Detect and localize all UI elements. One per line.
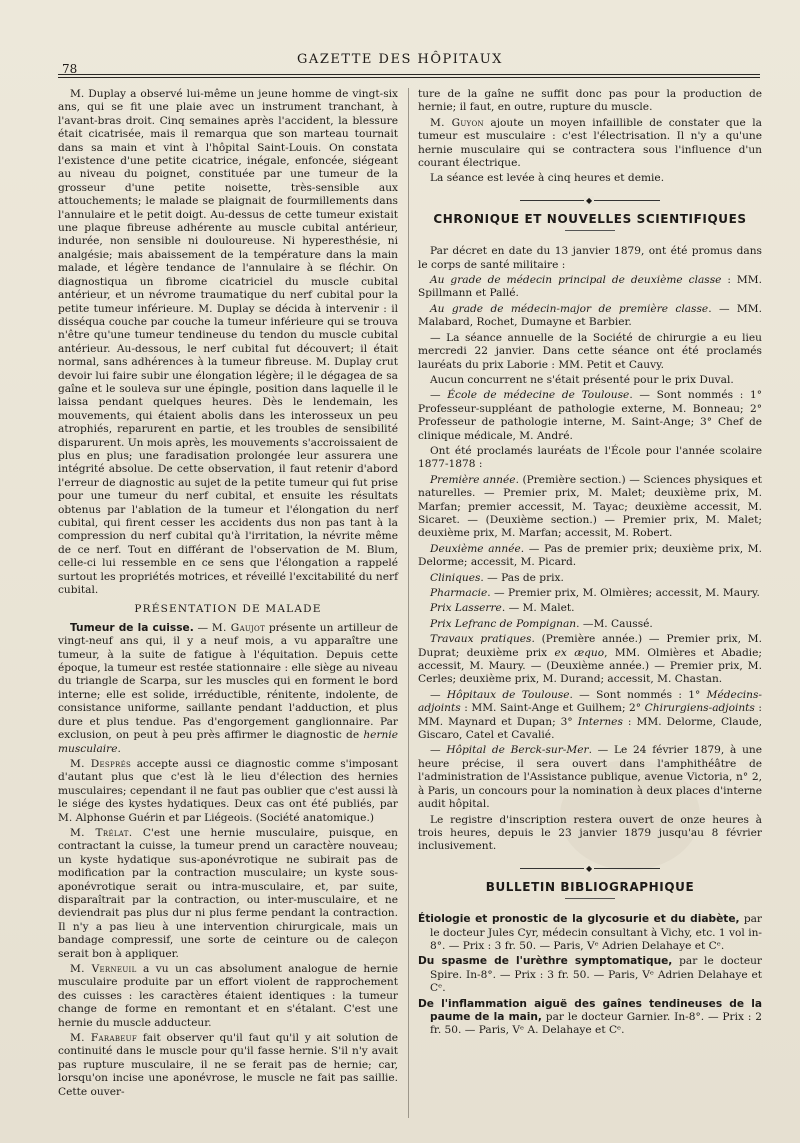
paragraph-text: fait observer qu'il faut qu'il y ait solution de continuité dans le muscle pour qu'il fasse hernie. S'il n'y avait pas rupture musculaire, il ne se ferait pas de hernie; car, lorsqu'on incise une aponévrose, le muscle ne fait pas saillie. Cette ouver- — [58, 1032, 398, 1098]
paragraph: Par décret en date du 13 janvier 1879, ont été promus dans le corps de santé militaire : — [418, 245, 762, 271]
italic-term: Médecins-adjoints — [418, 688, 762, 715]
page-number: 78 — [62, 62, 78, 76]
paragraph-text: . — Le 24 février 1879, à une heure précise, il sera ouvert dans l'amphithéâtre de l'administration de l'Assistance publique, avenue Victoria, n° 2, à Paris, un concours pour la nomination à deux places d'interne audit hôpital. — [418, 744, 762, 811]
paragraph-text: . — Sont nommés : 1° — [569, 688, 707, 701]
italic-term: Pharmacie — [430, 587, 488, 599]
paragraph-text: . —M. Caussé. — [576, 617, 653, 630]
paragraph — [418, 274, 762, 301]
italic-term: Au grade de médecin principal de deuxième classe — [430, 274, 722, 287]
short-rule — [565, 898, 615, 899]
paragraph-text: : MM. Spillmann et Pallé. — [418, 274, 762, 300]
paragraph-text: : MM. Delorme, Claude, Giscaro, Catel et Cavalié. — [418, 715, 762, 742]
short-rule — [565, 230, 615, 231]
italic-term: Chirurgiens-adjoints — [644, 702, 755, 715]
paragraph — [418, 744, 762, 811]
paragraph: Aucun concurrent ne s'était présenté pour le prix Duval. — [430, 373, 734, 386]
paragraph: Ont été proclamés lauréats de l'École pour l'année scolaire 1877-1878 : — [418, 444, 762, 471]
paragraph-text: : MM. Maynard et Dupan; 3° — [418, 702, 762, 728]
paragraph-text: a vu un cas absolument analogue de hernie musculaire produite par un effort violent de rapprochement des cuisses : les caractères étaient identiques : la tumeur change de forme en remontant et en s'étalant. C'est une hernie du muscle adducteur. — [58, 963, 398, 1029]
header-rule — [58, 77, 760, 78]
speaker-name: M. Després — [70, 757, 132, 770]
paragraph-text: présente un artilleur de vingt-neuf ans qui, il y a neuf mois, a vu apparaître une tumeur, à la suite de fatigue à l'équitation. Depuis cette époque, la tumeur est restée stationnaire : elle siège au niveau du triangle de Scarpa, sur les muscles qui en forment le bord interne; elle est solide, irréductible, rénitente, indolente, de consistance uniforme, saillante pendant l'adduction, et plus dure et plus tendue. Pas d'engorgement ganglionnaire. Par exclusion, on peut à peu près affirmer le diagnostic de — [58, 621, 398, 742]
paragraph — [418, 602, 762, 615]
paragraph — [58, 827, 398, 961]
paragraph: M. Duplay a observé lui-même un jeune homme de vingt-six ans, qui se fit une plaie avec un instrument tranchant, à l'avant-bras droit. Cinq semaines après l'accident, la blessure était cicatrisée, mais il remarqua que son marteau tournait dans sa main et vint à l'hôpital Saint-Louis. On constata l'existence d'une petite cicatrice, inégale, enfoncée, siégeant au niveau du poignet, constituée par une tumeur de la grosseur d'une petite noisette, très-sensible aux attouchements; le malade se plaignait de fourmillements dans l'annulaire et le petit doigt. Au-dessus de cette tumeur existait une plaque fibreuse adhérente au muscle cubital antérieur, indurée, non sensible ni douloureuse. Ni hyperesthésie, ni analgésie; mais abaissement de la température dans la main malade, et légère tendance de l'annulaire à se fléchir. On diagnostiqua un fibrome cicatriciel du muscle cubital antérieur, et un névrome traumatique du nerf cubital pour la petite tumeur inférieure. M. Duplay se décida à intervenir : il disséqua couche par couche la tumeur inférieure qui se trouva n'être qu'une tumeur tendineuse du tendon du muscle cubital antérieur. Au-dessous, le nerf cubital fut découvert; il était normal, sans adhérences à la tumeur fibreuse. M. Duplay crut devoir lui faire subir une élongation légère; il le dégagea de sa gaîne et le souleva sur une épingle, position dans laquelle il le laissa pendant quelques heures. Dès le lendemain, les mouvements, qui étaient abolis dans les interosseux un peu atrophiés, reparurent en partie, et les troubles de sensibilité disparurent. Un mois après, les mouvements s'accroissaient de plus en plus; une faradisation prolongée leur assurera une intégrité absolue. De cette observation, il faut retenir d'abord l'erreur de diagnostic au sujet de la petite tumeur qui fut prise pour une tumeur du nerf cubital, et ensuite les résultats obtenus par l'ablation de la tumeur et l'élongation du nerf cubital, qui firent cesser les accidents dus non pas tant à la compression du nerf cubital qu'à l'irritation, la névrite même de ce nerf. Tout en différant de l'observation de M. Blum, celle-ci lui ressemble en ce sens que l'élongation a rappelé surtout les propriétés motrices, et réveillé l'excitabilité du nerf cubital. — [58, 88, 398, 597]
paragraph-text: accepte aussi ce diagnostic comme s'imposant d'autant plus que c'est là le lieu d'élection des hernies musculaires; cependant il ne faut pas oublier que c'est aussi là le siége des kystes hydatiques. Deux cas ont été publiés, par M. Alphonse Guérin et par Liégeois. (Société anatomique.) — [58, 757, 398, 824]
entry-text: par le docteur Garnier. In-8°. — Prix : 2 fr. 50. — Paris, Vᵉ A. Delahaye et Cᵉ. — [430, 1010, 762, 1037]
italic-term: Travaux pratiques — [430, 633, 532, 646]
paragraph-text: . — Pas de premier prix; deuxième prix, M. Delorme; accessit, M. Picard. — [418, 542, 762, 569]
paragraph — [58, 1032, 398, 1099]
paragraph — [418, 618, 762, 631]
right-column — [418, 88, 762, 1040]
running-title: GAZETTE DES HÔPITAUX — [297, 52, 503, 67]
paragraph-text: . — MM. Malabard, Rochet, Dumayne et Barbier. — [418, 302, 762, 329]
punctuation: . — [117, 742, 121, 755]
paragraph: — La séance annuelle de la Société de chirurgie a eu lieu mercredi 22 janvier. Dans cette séance ont été proclamés lauréats du prix Laborie : MM. Petit et Cauvy. — [418, 331, 762, 371]
bulletin-heading: BULLETIN BIBLIOGRAPHIQUE — [485, 879, 695, 894]
paragraph — [418, 389, 762, 443]
entry-text: par le docteur Spire. In-8°. — Prix : 3 fr. 50. — Paris, Vᵉ Adrien Delahaye et Cᵉ. — [430, 955, 763, 995]
paragraph-text: ajoute un moyen infaillible de constater que la tumeur est musculaire : c'est l'électrisation. Il n'y a qu'une hernie musculaire qui se contractera sous l'influence d'un courant électrique. — [418, 116, 762, 170]
paragraph-text: C'est une hernie musculaire, puisque, en contractant la cuisse, la tumeur prend un caractère nouveau; un kyste hydatique sus-aponévrotique ne subirait pas de modification par la contraction musculaire; un kyste sous-aponévrotique serait ou intra-musculaire, et, par suite, disparaîtrait par la contraction, ou inter-musculaire, et ne deviendrait pas plus dur ni plus ferme pendant la contraction. Il n'y a pas lieu à une intervention chirurgicale, mais un bandage compressif, une sorte de ceinture ou de caleçon serait bon à appliquer. — [58, 826, 398, 960]
run-in-heading: Tumeur de la cuisse. — [70, 621, 194, 634]
left-column — [58, 88, 398, 1101]
paragraph — [418, 303, 762, 330]
column-divider — [408, 88, 409, 1118]
bibliography-entry — [418, 998, 762, 1038]
italic-term: Au grade de médecin-major de première classe — [430, 302, 709, 315]
paragraph — [58, 963, 398, 1030]
paragraph-text: . (Première année.) — Premier prix, M. Duprat; deuxième prix — [418, 633, 762, 659]
paragraph: La séance est levée à cinq heures et demie. — [430, 172, 665, 185]
paragraph-text: , MM. Olmières et Abadie; accessit, M. Maury. — (Deuxième année.) — Premier prix, M. Cerles; deuxième prix, M. Durand; accessit, M. Chastan. — [418, 646, 763, 686]
italic-term: Internes — [577, 715, 623, 728]
paragraph-text: . — Pas de prix. — [480, 571, 564, 584]
paragraph — [418, 474, 762, 541]
speaker-name: M. Farabeuf — [70, 1032, 138, 1045]
paragraph-text: . — M. Malet. — [501, 602, 575, 615]
paragraph — [418, 572, 762, 585]
header-rule — [58, 74, 760, 75]
paragraph: Le registre d'inscription restera ouvert de onze heures à trois heures, depuis le 23 janvier 1879 jusqu'au 8 février inclusivement. — [418, 813, 762, 853]
speaker-name: M. Gaujot — [211, 621, 266, 634]
book-title: Du spasme de l'urèthre symptomatique, — [418, 955, 673, 968]
italic-term: Première année — [430, 473, 516, 486]
speaker-name: M. Guyon — [430, 116, 484, 129]
entry-text: par le docteur Jules Cyr, médecin consultant à Vichy, etc. 1 vol in-8°. — Prix : 3 fr. 50. — Paris, Vᵉ Adrien Delahaye et Cᵉ. — [430, 913, 762, 952]
italic-term: hernie musculaire — [58, 729, 398, 755]
speaker-name: M. Trélat. — [70, 826, 133, 839]
paragraph — [418, 543, 762, 570]
italic-term: Prix Lasserre — [430, 602, 502, 615]
bibliography-entry — [418, 913, 762, 953]
ornament-divider: ◆ — [520, 196, 660, 205]
book-title: De l'inflammation aiguë des gaînes tendineuses de la paume de la main, — [418, 997, 762, 1023]
book-title: Étiologie et pronostic de la glycosurie et du diabète, — [418, 913, 740, 926]
ornament-divider: ◆ — [520, 864, 660, 873]
paragraph-text: . — Sont nommés : 1° Professeur-suppléant de pathologie externe, M. Bonneau; 2° Professeur de pathologie interne, M. Saint-Ange; 3° Chef de clinique médicale, M. André. — [418, 389, 762, 442]
paragraph: ture de la gaîne ne suffit donc pas pour la production de hernie; il faut, en outre, rupture du muscle. — [418, 88, 762, 114]
speaker-name: M. Verneuil — [70, 963, 137, 975]
italic-term: ex æquo — [554, 646, 605, 659]
paragraph-text: . (Première section.) — Sciences physiques et naturelles. — Premier prix, M. Malet; deuxième prix, M. Marfan; premier accessit, M. Tayac; deuxième accessit, M. Sicaret. — (Deuxième section.) — Premier prix, M. Malet; deuxième prix, M. Marfan; accessit, M. Robert. — [418, 473, 763, 540]
paragraph-text: . — Premier prix, M. Olmières; accessit, M. Maury. — [487, 587, 760, 599]
paragraph-text: : MM. Saint-Ange et Guilhem; 2° — [460, 702, 645, 715]
paragraph — [418, 689, 762, 743]
italic-term: Deuxième année — [430, 542, 521, 555]
italic-term: — Hôpitaux de Toulouse — [430, 688, 570, 701]
paragraph — [418, 117, 762, 171]
italic-term: Prix Lefranc de Pompignan — [430, 617, 577, 630]
paragraph — [58, 758, 398, 825]
section-title: PRÉSENTATION DE MALADE — [134, 603, 322, 616]
paragraph — [418, 633, 762, 687]
paragraph: Tumeur de la cuisse. — M. Gaujot présente un artilleur de vingt-neuf ans qui, il y a neuf mois, a vu apparaître une tumeur, à la suite de fatigue à l'équitation. Depuis cette époque, la tumeur est restée stationnaire : elle siège au niveau du triangle de Scarpa, sur les muscles qui en forment le bord interne; elle est solide, irréductible, rénitente, indolente, de consistance uniforme, saillante pendant l'adduction, et plus dure et plus tendue. Pas d'engorgement ganglionnaire. Par exclusion, on peut à peu près affirmer le diagnostic de hernie musculaire. — [58, 621, 398, 755]
italic-term: — Hôpital de Berck-sur-Mer — [430, 744, 589, 757]
bibliography-entry — [418, 955, 762, 995]
chronique-heading: CHRONIQUE ET NOUVELLES SCIENTIFIQUES — [433, 211, 747, 226]
italic-term: Cliniques — [430, 571, 481, 584]
paragraph — [418, 587, 762, 600]
italic-term: — École de médecine de Toulouse — [430, 389, 630, 402]
